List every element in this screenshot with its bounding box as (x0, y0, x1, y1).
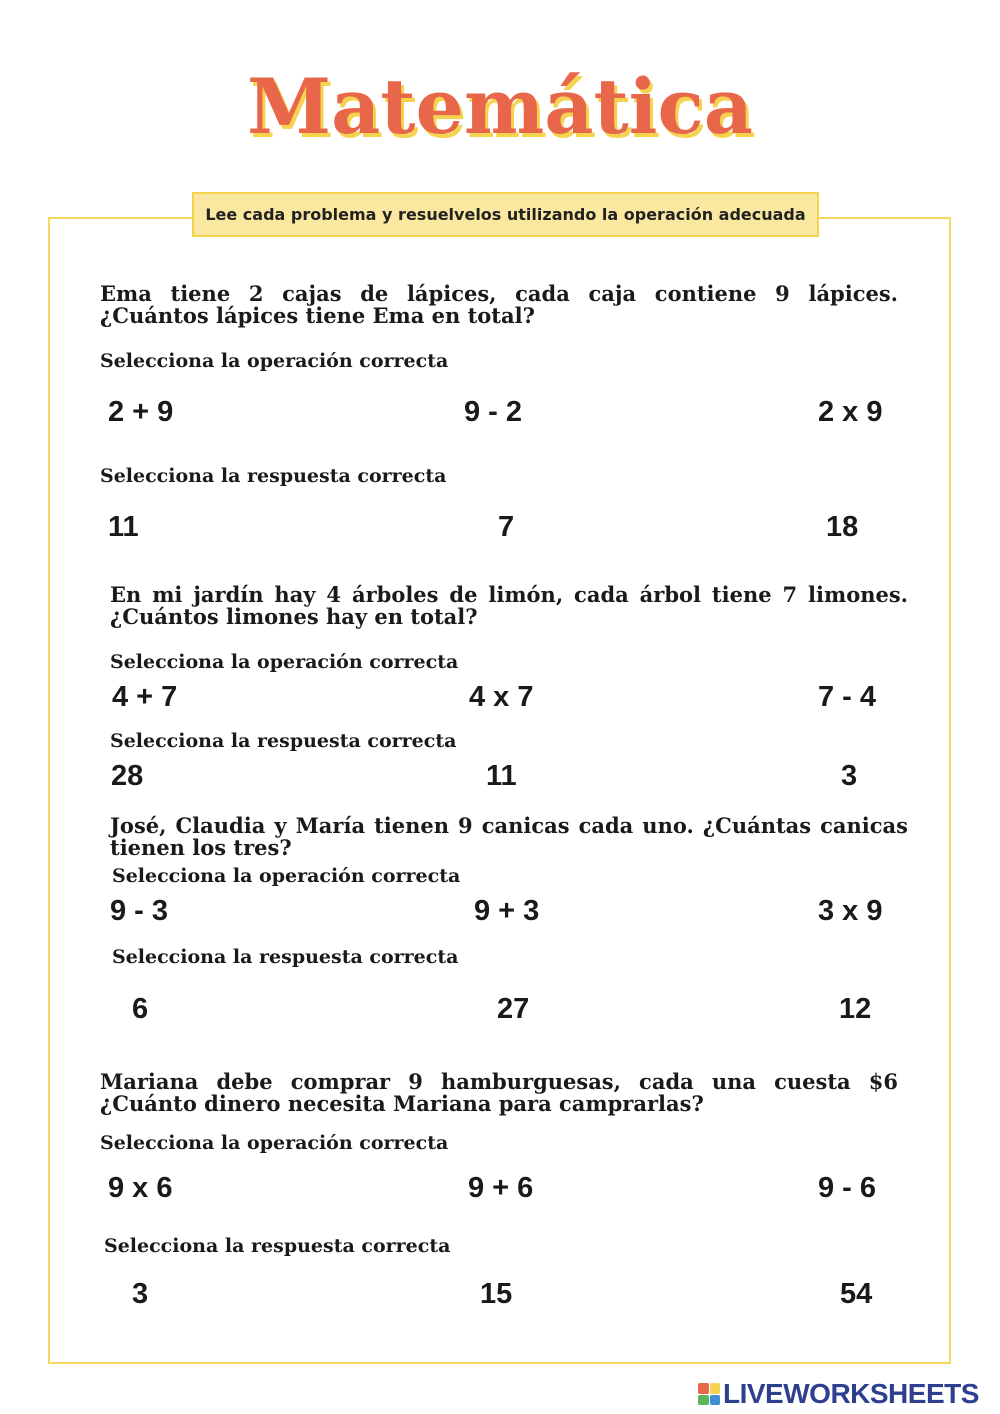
problem-1-operation-option[interactable]: 2 + 9 (108, 396, 174, 428)
problem-2-answer-option[interactable]: 11 (486, 760, 517, 792)
problem-4-operation-option[interactable]: 9 + 6 (468, 1172, 534, 1204)
problem-3-answer-option[interactable]: 12 (839, 993, 872, 1025)
problem-2-answer-option[interactable]: 28 (111, 760, 144, 792)
problem-2-operation-option[interactable]: 4 + 7 (112, 681, 178, 713)
problem-1-answer-option[interactable]: 7 (498, 511, 515, 543)
problem-3-operation-label: Selecciona la operación correcta (112, 865, 461, 887)
problem-3-operation-option[interactable]: 9 + 3 (474, 895, 540, 927)
problem-2-answer-label: Selecciona la respuesta correcta (110, 730, 457, 752)
problem-2-operation-option[interactable]: 4 x 7 (469, 681, 534, 713)
problem-3-question: José, Claudia y María tienen 9 canicas cada uno. ¿Cuántas canicas tienen los tres? (110, 813, 908, 860)
liveworksheets-logo-icon (698, 1383, 720, 1405)
problem-1-answer-option[interactable]: 11 (108, 511, 139, 543)
problem-1-question: Ema tiene 2 cajas de lápices, cada caja contiene 9 lápices. ¿Cuántos lápices tiene Ema en total? (100, 281, 898, 328)
problem-4-answer-option[interactable]: 15 (480, 1278, 513, 1310)
problem-3-answer-label: Selecciona la respuesta correcta (112, 946, 459, 968)
problem-3-operation-option[interactable]: 9 - 3 (110, 895, 169, 927)
instruction-banner: Lee cada problema y resuelvelos utilizando la operación adecuada (192, 192, 819, 237)
problem-3-answer-option[interactable]: 27 (497, 993, 530, 1025)
problem-2-answer-option[interactable]: 3 (841, 760, 858, 792)
liveworksheets-logo[interactable] (698, 1380, 979, 1408)
page-title: Matemática (247, 62, 753, 151)
problem-2-question: En mi jardín hay 4 árboles de limón, cada árbol tiene 7 limones. ¿Cuántos limones hay en total? (110, 582, 908, 629)
problem-1-operation-option[interactable]: 9 - 2 (464, 396, 523, 428)
problem-1-operation-option[interactable]: 2 x 9 (818, 396, 883, 428)
problem-3-answer-option[interactable]: 6 (132, 993, 149, 1025)
problem-4-question: Mariana debe comprar 9 hamburguesas, cada una cuesta $6 ¿Cuánto dinero necesita Mariana para camprarlas? (100, 1069, 898, 1116)
liveworksheets-brand-text: LIVEWORKSHEETS (723, 1378, 979, 1409)
problem-4-answer-option[interactable]: 54 (840, 1278, 873, 1310)
problem-1-answer-option[interactable]: 18 (826, 511, 859, 543)
problem-1-answer-label: Selecciona la respuesta correcta (100, 465, 447, 487)
problem-1-operation-label: Selecciona la operación correcta (100, 350, 449, 372)
problem-4-answer-label: Selecciona la respuesta correcta (104, 1235, 451, 1257)
problem-4-operation-option[interactable]: 9 - 6 (818, 1172, 877, 1204)
problem-4-operation-label: Selecciona la operación correcta (100, 1132, 449, 1154)
problem-2-operation-label: Selecciona la operación correcta (110, 651, 459, 673)
problem-4-answer-option[interactable]: 3 (132, 1278, 149, 1310)
problem-3-operation-option[interactable]: 3 x 9 (818, 895, 883, 927)
problem-4-operation-option[interactable]: 9 x 6 (108, 1172, 173, 1204)
problem-2-operation-option[interactable]: 7 - 4 (818, 681, 877, 713)
